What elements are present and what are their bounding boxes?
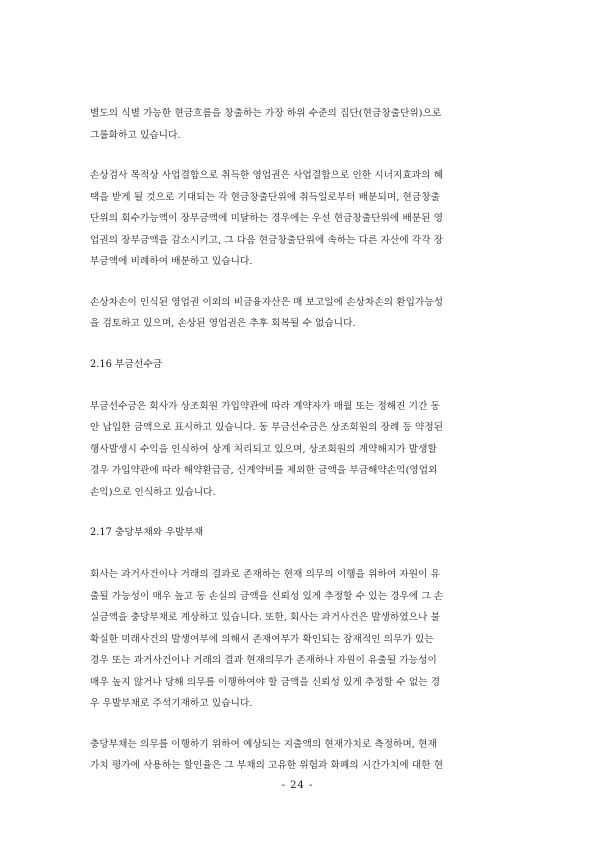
text-line: 매우 높지 않거나 당해 의무를 이행하여야 할 금액을 신뢰성 있게 추정할 수 없는 경 xyxy=(90,676,441,688)
page-number: - 24 - xyxy=(281,780,314,791)
paragraph-provisions-contingent-liabilities xyxy=(90,564,505,715)
text-line: 출될 가능성이 매우 높고 동 손실의 금액을 신뢰성 있게 추정할 수 있는 경우에 그 손 xyxy=(90,590,444,602)
text-line: 행사발생시 수익을 인식하여 상계 처리되고 있으며, 상조회원의 계약해지가 발생할 xyxy=(90,443,437,455)
text-line: 부금선수금은 회사가 상조회원 가입약관에 따라 계약자가 매월 또는 정해진 기간 동 xyxy=(90,400,440,412)
text-line: 우 우발부채로 주석기재하고 있습니다. xyxy=(90,698,253,709)
text-line: 충당부채는 의무를 이행하기 위하여 예상되는 지출액의 현재가치로 측정하며, 현재 xyxy=(90,738,437,750)
text-line: 업권의 장부금액을 감소시키고, 그 다음 현금창출단위에 속하는 다른 자산에 각각 장 xyxy=(90,234,444,246)
paragraph-goodwill-impairment xyxy=(90,165,505,273)
text-line: 손상차손이 인식된 영업권 이외의 비금융자산은 매 보고일에 손상차손의 환입가능성 xyxy=(90,296,444,308)
section-heading-2-16: 2.16 부금선수금 xyxy=(90,358,163,370)
document-body xyxy=(90,103,505,777)
paragraph-advance-installments xyxy=(90,396,505,504)
paragraph-impairment-reversal xyxy=(90,292,505,335)
text-line: 손상검사 목적상 사업결합으로 취득한 영업권은 사업결합으로 인한 시너지효과의 혜 xyxy=(90,170,444,181)
text-line: 택을 받게 될 것으로 기대되는 각 현금창출단위에 취득일로부터 배분되며, 현금창출 xyxy=(90,191,440,203)
paragraph-provision-measurement xyxy=(90,734,505,777)
text-line: 확실한 미래사건의 발생여부에 의해서 존재여부가 확인되는 잠재적인 의무가 있는 xyxy=(90,633,434,645)
text-line: 부금액에 비례하여 배분하고 있습니다. xyxy=(90,256,253,267)
text-line: 단위의 회수가능액이 장부금액에 미달하는 경우에는 우선 현금창출단위에 배분된 영 xyxy=(90,213,444,224)
section-heading-2-17: 2.17 충당부채와 우발부채 xyxy=(90,527,204,538)
text-line: 회사는 과거사건이나 거래의 결과로 존재하는 현재 의무의 이행을 위하여 자원이 유 xyxy=(90,569,440,580)
text-line: 안 납입한 금액으로 표시하고 있습니다. 동 부금선수금은 상조회원의 장례 등 약정된 xyxy=(90,422,444,433)
paragraph-cash-generating-unit xyxy=(90,103,505,146)
text-line: 경우 또는 과거사건이나 거래의 결과 현재의무가 존재하나 자원이 유출될 가능성이 xyxy=(90,655,437,666)
text-line: 을 검토하고 있으며, 손상된 영업권은 추후 회복될 수 없습니다. xyxy=(90,318,356,329)
text-line: 가치 평가에 사용하는 할인율은 그 부채의 고유한 위험과 화폐의 시간가치에 대한 현 xyxy=(90,760,444,771)
text-line: 그룹화하고 있습니다. xyxy=(90,129,181,141)
text-line: 경우 가입약관에 따라 해약환급금, 신계약비를 제외한 금액을 부금해약손익(영업외 xyxy=(90,465,438,476)
text-line: 실금액을 충당부채로 계상하고 있습니다. 또한, 회사는 과거사건은 발생하였으나 불 xyxy=(90,612,440,623)
text-line: 별도의 식별 가능한 현금흐름을 창출하는 가장 하위 수준의 집단(현금창출단위)으로 xyxy=(90,108,442,119)
text-line: 손익)으로 인식하고 있습니다. xyxy=(90,486,216,498)
